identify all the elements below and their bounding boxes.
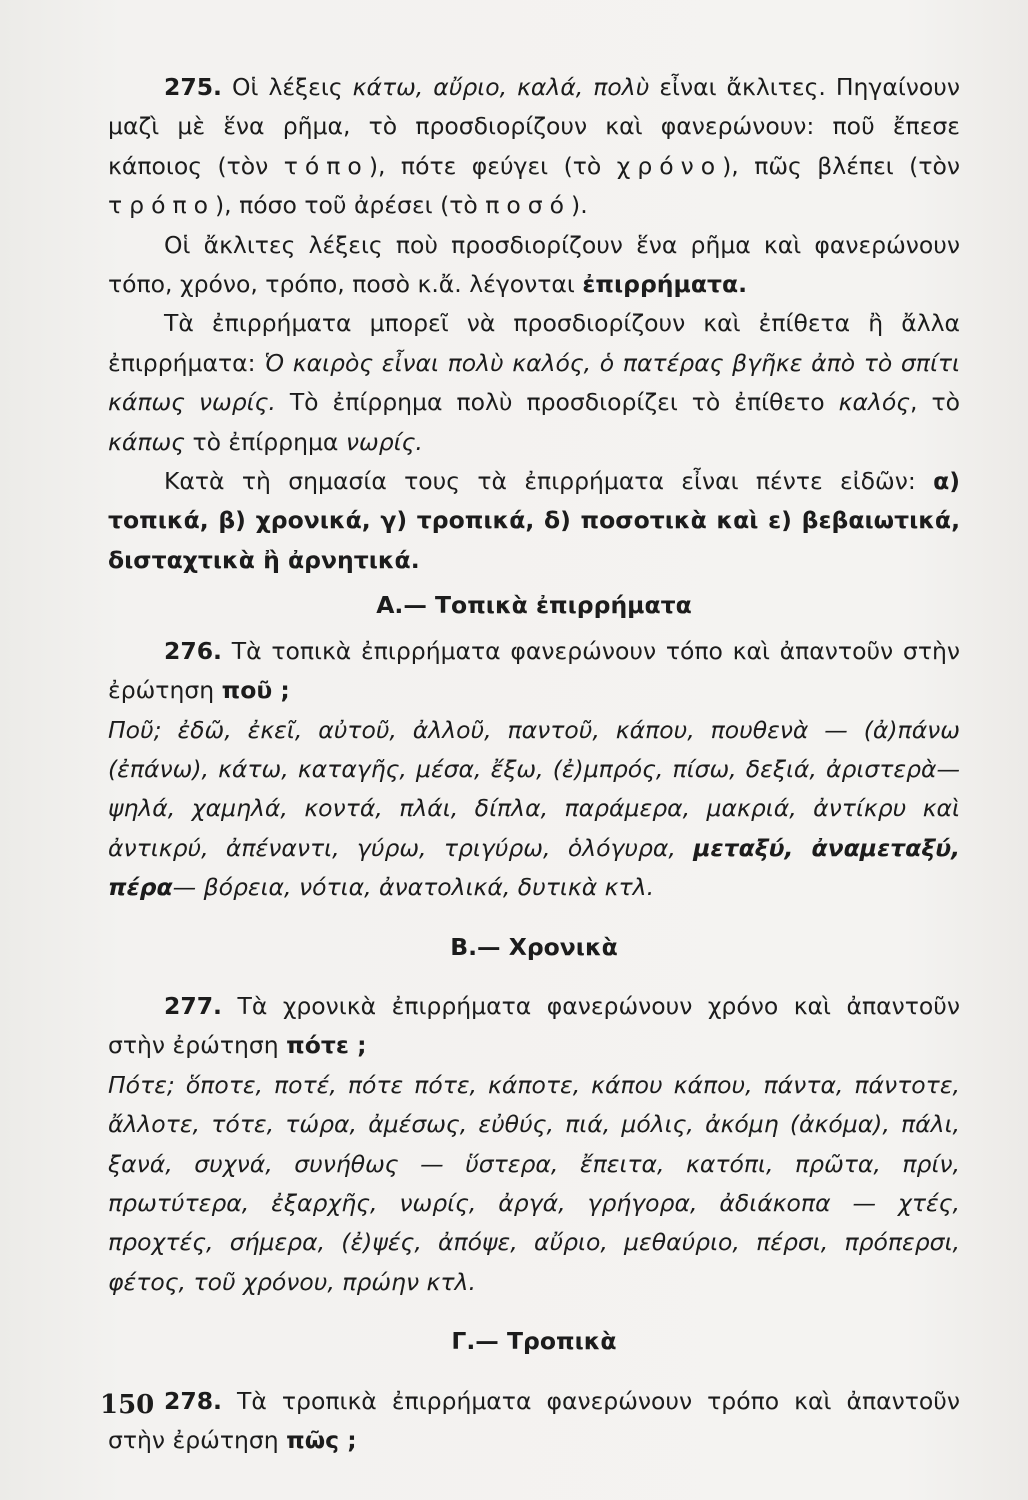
list-topika: Ποῦ; ἐδῶ, ἐκεῖ, αὐτοῦ, ἀλλοῦ, παντοῦ, κάπου, πουθενὰ — (ἀ)πάνω (ἐπάνω), κάτω, καταγῆς, μέσα, ἔξω, (ἐ)μπρός, πίσω, δεξιά, ἀριστερὰ—ψηλά, χαμηλά, κοντά, πλάι, δίπλα, παράμερα, μακριά, ἀντίκρυ καὶ ἀντικρύ, ἀπέναντι, γύρω, τριγύρω, ὁλόγυρα, μεταξύ, ἀναμεταξύ, πέρα— βόρεια, νότια, ἀνατολικά, δυτικὰ κτλ.	[108, 715, 960, 902]
section-number: 275.	[164, 73, 222, 101]
paragraph-278: 278. Τὰ τροπικὰ ἐπιρρήματα φανερώνουν τρόπο καὶ ἀπαντοῦν στὴν ἐρώτηση πῶς ;	[108, 1386, 960, 1454]
definition-paragraph: Οἱ ἄκλιτες λέξεις ποὺ προσδιορίζουν ἕνα ρῆμα καὶ φανερώνουν τόπο, χρόνο, τρόπο, ποσὸ κ.ἄ. λέγονται ἐπιρρήματα.	[108, 230, 960, 299]
heading-topika: Α.— Τοπικὰ ἐπιρρήματα	[376, 591, 692, 620]
list-xronika: Πότε; ὅποτε, ποτέ, πότε πότε, κάποτε, κάπου κάπου, πάντα, πάντοτε, ἄλλοτε, τότε, τώρα, ἀμέσως, εὐθύς, πιά, μόλις, ἀκόμη (ἀκόμα), πάλι, ξανά, συχνά, συνήθως — ὕστερα, ἔπειτα, κατόπι, πρῶτα, πρίν, πρωτύτερα, ἐξαρχῆς, νωρίς, ἀργά, γρήγορα, ἀδιάκοπα — χτές, προχτές, σήμερα, (ἐ)ψές, ἀπόψε, αὔριο, μεθαύριο, πέρσι, πρόπερσι, φέτος, τοῦ χρόνου, πρώην κτλ.	[108, 1070, 960, 1296]
section-number: 276.	[164, 636, 222, 665]
section-number: 277.	[164, 991, 222, 1020]
section-number: 278.	[164, 1386, 222, 1415]
example-paragraph: Τὰ ἐπιρρήματα μπορεῖ νὰ προσδιορίζουν καὶ ἐπίθετα ἢ ἄλλα ἐπιρρήματα: Ὁ καιρὸς εἶναι πολὺ καλός, ὁ πατέρας βγῆκε ἀπὸ τὸ σπίτι κάπως νωρίς. Τὸ ἐπίρρημα πολὺ προσδιορίζει τὸ ἐπίθετο καλός, τὸ κάπως τὸ ἐπίρρημα νωρίς.	[108, 309, 960, 456]
paragraph-275: 275. Οἱ λέξεις κάτω, αὔριο, καλά, πολὺ εἶναι ἄκλιτες. Πηγαίνουν μαζὶ μὲ ἕνα ρῆμα, τὸ προσδιορίζουν καὶ φανερώνουν: ποῦ ἔπεσε κάποιος (τὸν τόπο), πότε φεύγει (τὸ χρόνο), πῶς βλέπει (τὸν τρόπο), πόσο τοῦ ἀρέσει (τὸ ποσό).	[108, 73, 961, 220]
categories-paragraph: Κατὰ τὴ σημασία τους τὰ ἐπιρρήματα εἶναι πέντε εἰδῶν: α) τοπικά, β) χρονικά, γ) τροπικά, δ) ποσοτικὰ καὶ ε) βεβαιωτικά, δισταχτικὰ ἢ ἀρνητικά.	[108, 467, 960, 574]
page-body	[108, 68, 960, 1460]
term-epirrimata: ἐπιρρήματα.	[582, 270, 748, 299]
page-number: 150	[100, 1390, 155, 1420]
heading-tropika: Γ.— Τροπικὰ	[451, 1327, 617, 1356]
heading-xronika: Β.— Χρονικὰ	[450, 932, 618, 961]
paragraph-277: 277. Τὰ χρονικὰ ἐπιρρήματα φανερώνουν χρόνο καὶ ἀπαντοῦν στὴν ἐρώτηση πότε ;	[108, 991, 960, 1060]
paragraph-276: 276. Τὰ τοπικὰ ἐπιρρήματα φανερώνουν τόπο καὶ ἀπαντοῦν στὴν ἐρώτηση ποῦ ;	[108, 636, 960, 705]
categories-list: α) τοπικά, β) χρονικά, γ) τροπικά, δ) ποσοτικὰ καὶ ε) βεβαιωτικά, δισταχτικὰ ἢ ἀρνητικά.	[108, 467, 960, 574]
